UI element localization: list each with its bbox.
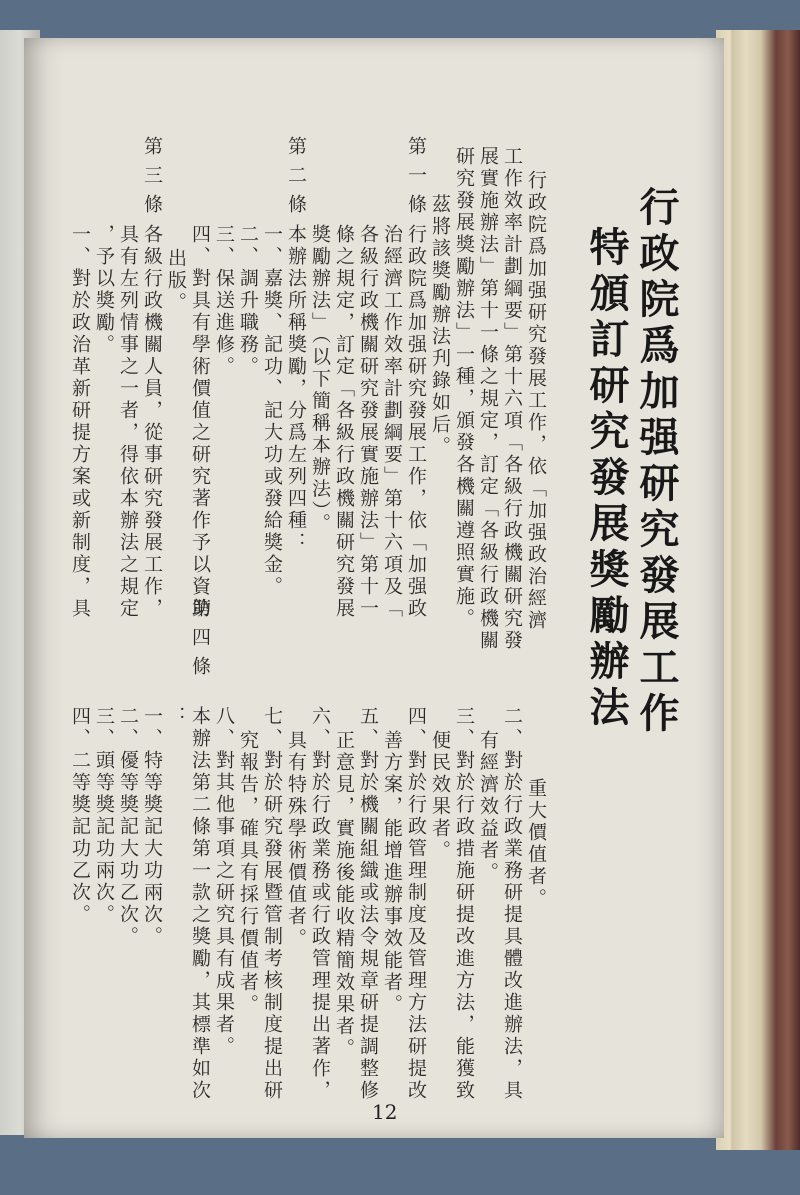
article-3-item-2-cont: 有經濟效益者。 <box>477 730 499 884</box>
article-4-item-4: 四、二等獎記功乙次。 <box>69 706 91 926</box>
page-title-line-2: 特頒訂研究發展獎勵辦法 <box>583 226 630 732</box>
article-3-line-1: 各級行政機關人員，從事研究發展工作， <box>141 224 163 620</box>
article-3-item-4-cont: 善方案，能增進辦事效能者。 <box>381 730 403 1016</box>
article-2-item-4-cont: 出版。 <box>165 248 187 314</box>
article-2-item-2: 二、調升職務。 <box>237 224 259 378</box>
article-3-item-7-cont: 究報告，確具有採行價值者。 <box>237 730 259 1016</box>
article-3-item-2: 二、對於行政業務研提具體改進辦法，具 <box>501 706 523 1102</box>
document-page <box>24 38 724 1138</box>
article-4-item-1: 一、特等獎記大功兩次。 <box>141 706 163 948</box>
article-2-line-1: 本辦法所稱獎勵，分爲左列四種： <box>285 224 307 554</box>
article-3-item-4: 四、對於行政管理制度及管理方法研提改 <box>405 706 427 1102</box>
article-1-label: 第一條 <box>405 136 427 223</box>
article-3-item-3: 三、對於行政措施研提改進方法，能獲致 <box>453 706 475 1102</box>
intro-line-2: 工作效率計劃綱要」第十六項「各級行政機關研究發 <box>501 146 523 652</box>
article-1-line-2: 治經濟工作效率計劃綱要」第十六項及「 <box>381 224 403 620</box>
article-3-item-5-cont: 正意見，實施後能收精簡效果者。 <box>333 730 355 1060</box>
intro-line-4: 研究發展獎勵辦法」一種，頒發各機關遵照實施。 <box>453 146 475 630</box>
article-2-item-1: 一、嘉獎、記功、記大功或發給獎金。 <box>261 224 283 598</box>
article-1-line-5: 獎勵辦法」（以下簡稱本辦法）。 <box>309 224 331 535</box>
intro-line-3: 展實施辦法」第十一條之規定，訂定「各級行政機關 <box>477 146 499 652</box>
book-binding <box>716 30 800 1150</box>
article-3-item-7: 七、對於研究發展暨管制考核制度提出研 <box>261 706 283 1102</box>
article-2-label: 第二條 <box>285 136 307 223</box>
article-3-item-8: 八、對其他事項之研究具有成果者。 <box>213 706 235 1058</box>
article-2-item-4: 四、對具有學術價值之研究著作予以資助 <box>189 224 211 620</box>
article-2-item-3: 三、保送進修。 <box>213 224 235 378</box>
article-3-line-3: ，予以獎勵。 <box>93 224 115 356</box>
article-3-label: 第三條 <box>141 136 163 223</box>
article-3-item-1: 一、對於政治革新研提方案或新制度，具 <box>69 224 91 620</box>
page-title-line-1: 行政院爲加强研究發展工作 <box>633 186 680 738</box>
article-1-line-1: 行政院爲加强研究發展工作，依「加强政 <box>405 224 427 620</box>
article-4-line-1: 本辦法第二條第一款之獎勵，其標準如次 <box>189 706 211 1102</box>
intro-line-5: 茲將該獎勵辦法刋錄如后。 <box>429 194 451 458</box>
article-3-line-2: 具有左列情事之一者，得依本辦法之規定 <box>117 224 139 620</box>
article-3-item-6: 六、對於行政業務或行政管理提出著作， <box>309 706 331 1102</box>
page-number: 12 <box>372 1100 398 1124</box>
article-1-line-3: 各級行政機關研究發展實施辦法」第十一 <box>357 224 379 620</box>
article-3-item-5: 五、對於機關組織或法令規章研提調整修 <box>357 706 379 1102</box>
intro-line-1: 行政院爲加强研究發展工作，依「加强政治經濟 <box>525 170 547 632</box>
article-4-item-2: 二、優等獎記大功乙次。 <box>117 706 139 948</box>
article-3-item-1-cont: 重大價值者。 <box>525 778 547 910</box>
article-3-item-3-cont: 便民效果者。 <box>429 730 451 862</box>
article-4-item-3: 三、頭等獎記功兩次。 <box>93 706 115 926</box>
article-3-item-6-cont: 具有特殊學術價值者。 <box>285 730 307 950</box>
article-4-colon: ： <box>165 706 187 728</box>
article-4-label: 第四條 <box>189 598 211 685</box>
article-1-line-4: 條之規定，訂定「各級行政機關研究發展 <box>333 224 355 620</box>
